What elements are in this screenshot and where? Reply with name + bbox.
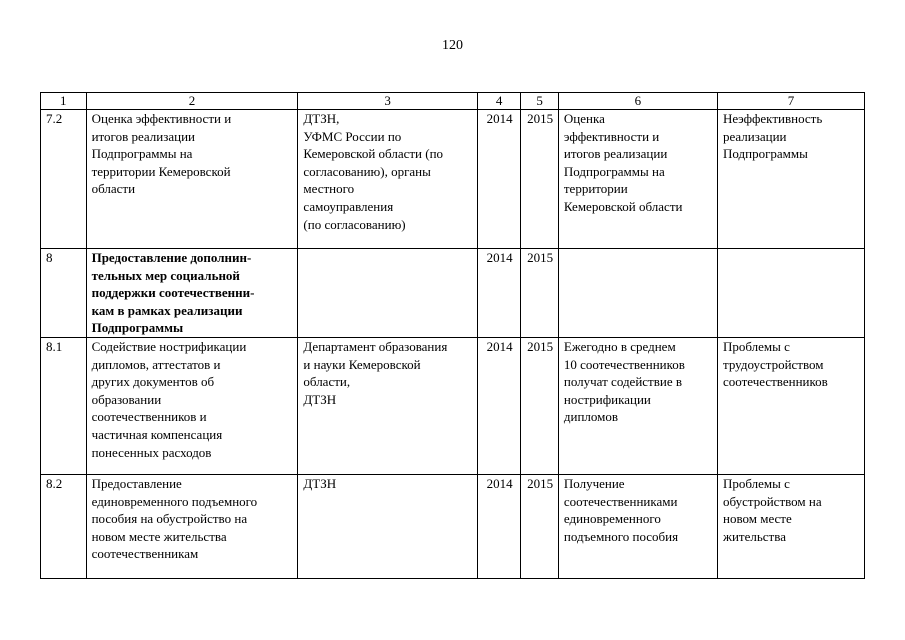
end-year-cell: 2015 — [521, 110, 559, 249]
column-header: 5 — [521, 93, 559, 110]
table-row — [41, 474, 865, 578]
result-cell: Ежегодно в среднем 10 соотечественников получат содействие в нострификации дипломов — [558, 337, 717, 474]
risks-cell: Неэффективность реализации Подпрограммы — [717, 110, 864, 249]
end-year-cell: 2015 — [521, 337, 559, 474]
table-row — [41, 337, 865, 474]
page-number: 120 — [442, 38, 463, 53]
activity-cell: Предоставление дополнин- тельных мер социальной поддержки соотечественни- кам в рамках реализации Подпрограммы — [86, 249, 298, 338]
column-header: 4 — [477, 93, 521, 110]
column-header: 2 — [86, 93, 298, 110]
activity-cell: Содействие нострификации дипломов, аттестатов и других документов об образовании соотечественников и частичная компенсация понесенных расходов — [86, 337, 298, 474]
result-cell: Оценка эффективности и итогов реализации Подпрограммы на территории Кемеровской области — [558, 110, 717, 249]
table-row — [41, 110, 865, 249]
executors-cell — [298, 249, 477, 338]
row-number: 8.2 — [41, 474, 87, 578]
start-year-cell: 2014 — [477, 337, 521, 474]
executors-cell: ДТЗН, УФМС России по Кемеровской области (по согласованию), органы местного самоуправления (по согласованию) — [298, 110, 477, 249]
end-year-cell: 2015 — [521, 249, 559, 338]
program-activities-table — [40, 92, 865, 579]
column-header: 7 — [717, 93, 864, 110]
risks-cell — [717, 249, 864, 338]
activity-cell: Предоставление единовременного подъемного пособия на обустройство на новом месте жительства соотечественникам — [86, 474, 298, 578]
risks-cell: Проблемы с трудоустройством соотечественников — [717, 337, 864, 474]
executors-cell: Департамент образования и науки Кемеровской области, ДТЗН — [298, 337, 477, 474]
row-number: 7.2 — [41, 110, 87, 249]
activity-cell: Оценка эффективности и итогов реализации Подпрограммы на территории Кемеровской области — [86, 110, 298, 249]
result-cell — [558, 249, 717, 338]
result-cell: Получение соотечественниками единовременного подъемного пособия — [558, 474, 717, 578]
risks-cell: Проблемы с обустройством на новом месте жительства — [717, 474, 864, 578]
column-header: 3 — [298, 93, 477, 110]
column-header: 1 — [41, 93, 87, 110]
end-year-cell: 2015 — [521, 474, 559, 578]
row-number: 8.1 — [41, 337, 87, 474]
table-row — [41, 249, 865, 338]
start-year-cell: 2014 — [477, 249, 521, 338]
column-header: 6 — [558, 93, 717, 110]
start-year-cell: 2014 — [477, 474, 521, 578]
table-header-row — [41, 93, 865, 110]
executors-cell: ДТЗН — [298, 474, 477, 578]
row-number: 8 — [41, 249, 87, 338]
start-year-cell: 2014 — [477, 110, 521, 249]
